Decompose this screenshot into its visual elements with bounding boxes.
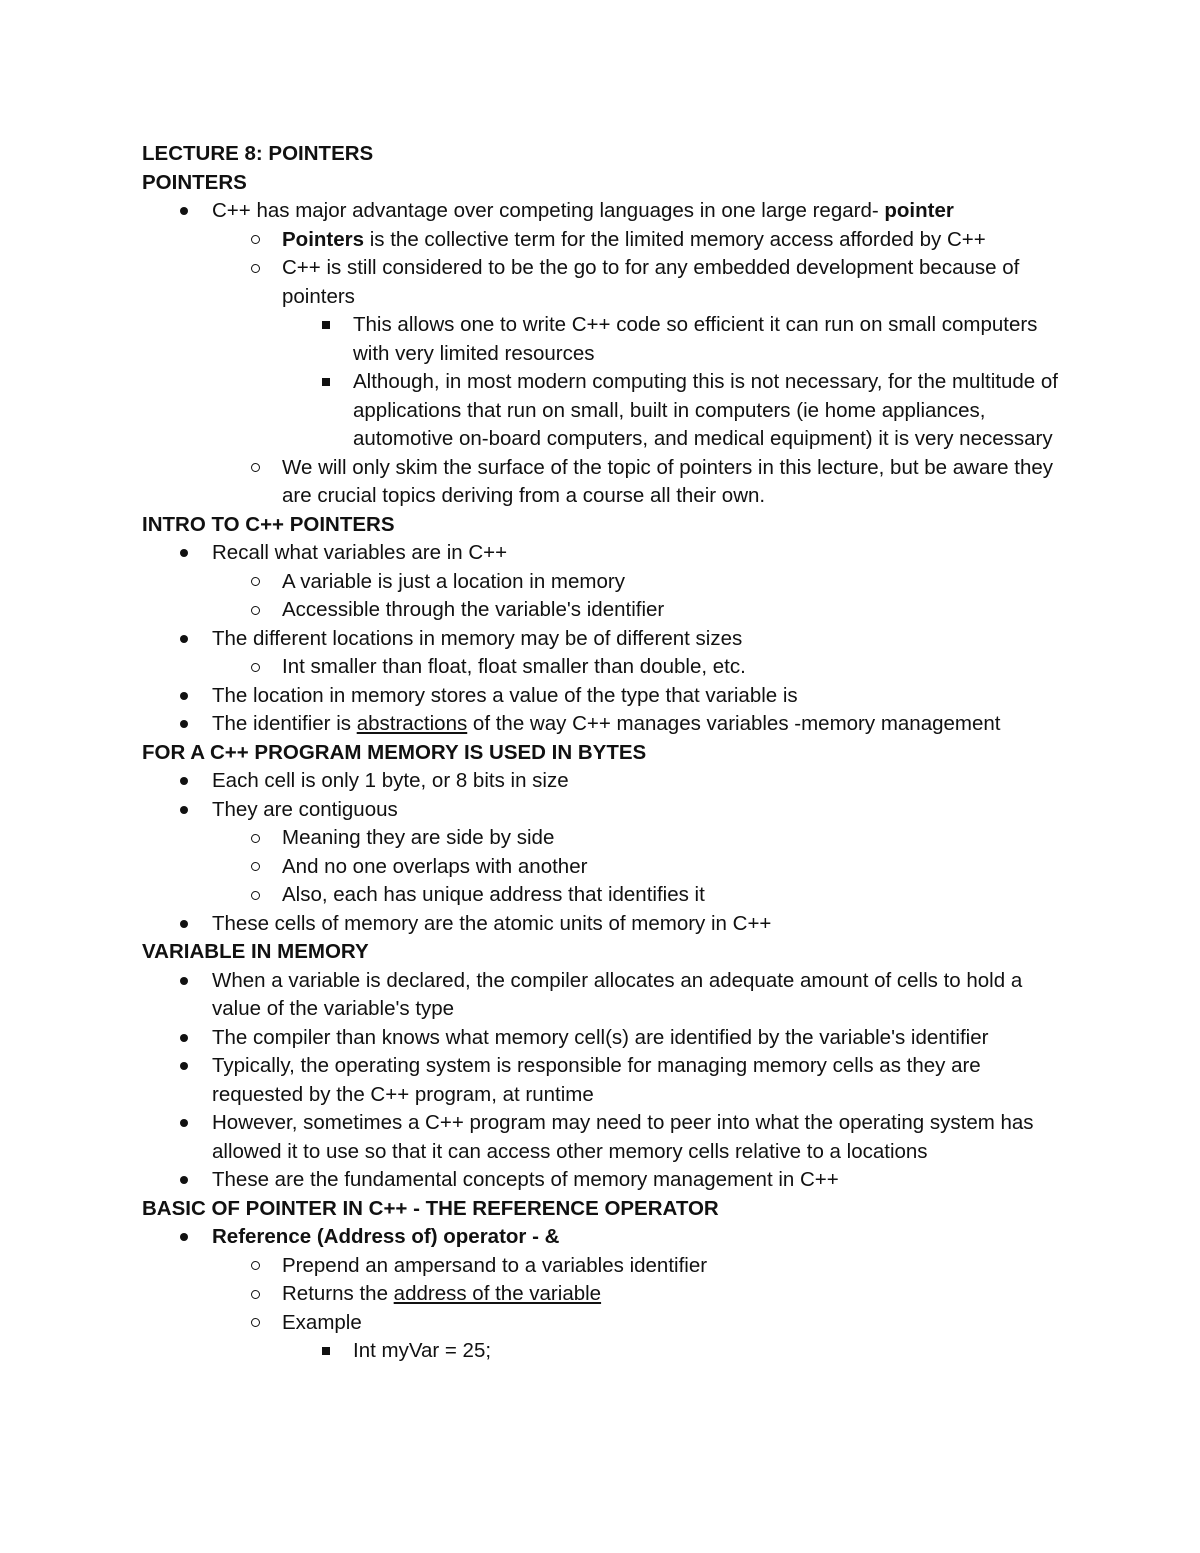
list-item-text: Although, in most modern computing this is not necessary, for the multitude of applications that run on small, built in computers (ie home appliances, automotive on-board computers, and medical equipment) it is very necessary <box>353 370 1058 450</box>
bullet-icon <box>174 197 194 226</box>
list-item <box>142 368 1072 454</box>
list-item <box>142 653 1072 682</box>
list-item <box>142 1280 1072 1309</box>
list-item-text: The location in memory stores a value of the type that variable is <box>212 683 798 707</box>
list-item-text: A variable is just a location in memory <box>282 569 625 593</box>
circle-bullet-icon <box>245 568 265 597</box>
list-item-text: Prepend an ampersand to a variables identifier <box>282 1253 708 1277</box>
list-item-text: Returns the <box>282 1282 394 1305</box>
list-item <box>142 625 1072 654</box>
circle-bullet-icon <box>245 1280 265 1309</box>
list-item <box>142 796 1072 825</box>
list-item <box>142 539 1072 568</box>
list-item <box>142 1223 1072 1252</box>
list-item-text: Meaning they are side by side <box>282 826 555 849</box>
bold-term: Reference (Address of) operator - & <box>212 1225 560 1248</box>
bullet-icon <box>174 910 194 939</box>
list-item-text: This allows one to write C++ code so efficient it can run on small computers with very limited resources <box>353 313 1038 365</box>
square-bullet-icon <box>316 368 336 397</box>
bold-term: pointer <box>884 199 954 222</box>
list-item-text: Each cell is only 1 byte, or 8 bits in size <box>212 769 569 792</box>
list-item <box>142 710 1072 739</box>
list-item-text: Accessible through the variable's identifier <box>282 598 665 621</box>
circle-bullet-icon <box>245 1309 265 1338</box>
document-title: LECTURE 8: POINTERS <box>142 142 374 165</box>
list-item <box>142 1166 1072 1195</box>
list-item-text: The compiler than knows what memory cell(s) are identified by the variable's identifier <box>212 1025 989 1049</box>
bold-term: Pointers <box>282 227 365 251</box>
list-item <box>142 881 1072 910</box>
list-item-text: These cells of memory are the atomic units of memory in C++ <box>212 911 772 935</box>
bullet-icon <box>174 1024 194 1053</box>
list-item-text: They are contiguous <box>212 797 398 821</box>
circle-bullet-icon <box>245 596 265 625</box>
circle-bullet-icon <box>245 1252 265 1281</box>
bullet-icon <box>174 539 194 568</box>
list-item-text: The different locations in memory may be of different sizes <box>212 626 743 650</box>
list-item-text: These are the fundamental concepts of memory management in C++ <box>212 1168 839 1191</box>
list-item <box>142 1252 1072 1281</box>
bullet-icon <box>174 967 194 996</box>
list-item-text: However, sometimes a C++ program may need to peer into what the operating system has allowed it to use so that it can access other memory cells relative to a locations <box>212 1111 1034 1163</box>
bullet-icon <box>174 796 194 825</box>
circle-bullet-icon <box>245 824 265 853</box>
list-item-text: C++ is still considered to be the go to for any embedded development because of pointers <box>282 256 1020 308</box>
circle-bullet-icon <box>245 853 265 882</box>
list-item <box>142 1024 1072 1053</box>
list-item <box>142 254 1072 311</box>
bullet-icon <box>174 767 194 796</box>
list-item-text: Typically, the operating system is responsible for managing memory cells as they are requested by the C++ program, at runtime <box>212 1054 981 1106</box>
underlined-term: address of the variable <box>393 1282 602 1305</box>
circle-bullet-icon <box>245 881 265 910</box>
list-item <box>142 454 1072 511</box>
bullet-icon <box>174 710 194 739</box>
list-item <box>142 853 1072 882</box>
circle-bullet-icon <box>245 254 265 283</box>
section-heading-intro: INTRO TO C++ POINTERS <box>142 512 395 536</box>
bullet-icon <box>174 1109 194 1138</box>
list-item <box>142 1309 1072 1338</box>
bullet-icon <box>174 625 194 654</box>
document-page <box>142 140 1072 1366</box>
list-item-text: Int myVar = 25; <box>353 1339 492 1362</box>
bullet-icon <box>174 1052 194 1081</box>
list-item <box>142 824 1072 853</box>
list-item-text: We will only skim the surface of the topic of pointers in this lecture, but be aware they are crucial topics deriving from a course all their own. <box>282 455 1054 507</box>
list-item <box>142 568 1072 597</box>
list-item-text: is the collective term for the limited memory access afforded by C++ <box>364 227 986 251</box>
section-heading-pointers: POINTERS <box>142 170 247 194</box>
list-item <box>142 197 1072 226</box>
bullet-icon <box>174 1223 194 1252</box>
list-item-text: Also, each has unique address that identifies it <box>282 883 705 906</box>
list-item <box>142 682 1072 711</box>
list-item <box>142 967 1072 1024</box>
list-item <box>142 1337 1072 1366</box>
circle-bullet-icon <box>245 454 265 483</box>
list-item <box>142 910 1072 939</box>
list-item-text: Recall what variables are in C++ <box>212 541 508 564</box>
circle-bullet-icon <box>245 226 265 255</box>
square-bullet-icon <box>316 311 336 340</box>
list-item-text: And no one overlaps with another <box>282 854 588 878</box>
list-item <box>142 311 1072 368</box>
list-item <box>142 226 1072 255</box>
underlined-term: abstractions <box>356 712 468 735</box>
list-item-text: C++ has major advantage over competing languages in one large regard- <box>212 199 885 222</box>
list-item-text: of the way C++ manages variables -memory management <box>467 712 1001 735</box>
list-item <box>142 767 1072 796</box>
list-item-text: Int smaller than float, float smaller than double, etc. <box>282 655 746 678</box>
section-heading-variable: VARIABLE IN MEMORY <box>142 940 369 963</box>
list-item-text: When a variable is declared, the compiler allocates an adequate amount of cells to hold a value of the variable's type <box>212 968 1023 1020</box>
section-heading-bytes: FOR A C++ PROGRAM MEMORY IS USED IN BYTES <box>142 740 647 764</box>
list-item <box>142 1052 1072 1109</box>
section-heading-reference: BASIC OF POINTER IN C++ - THE REFERENCE OPERATOR <box>142 1196 719 1220</box>
list-item-text: Example <box>282 1310 362 1334</box>
bullet-icon <box>174 682 194 711</box>
circle-bullet-icon <box>245 653 265 682</box>
list-item-text: The identifier is <box>212 712 357 735</box>
bullet-icon <box>174 1166 194 1195</box>
square-bullet-icon <box>316 1337 336 1366</box>
list-item <box>142 1109 1072 1166</box>
list-item <box>142 596 1072 625</box>
